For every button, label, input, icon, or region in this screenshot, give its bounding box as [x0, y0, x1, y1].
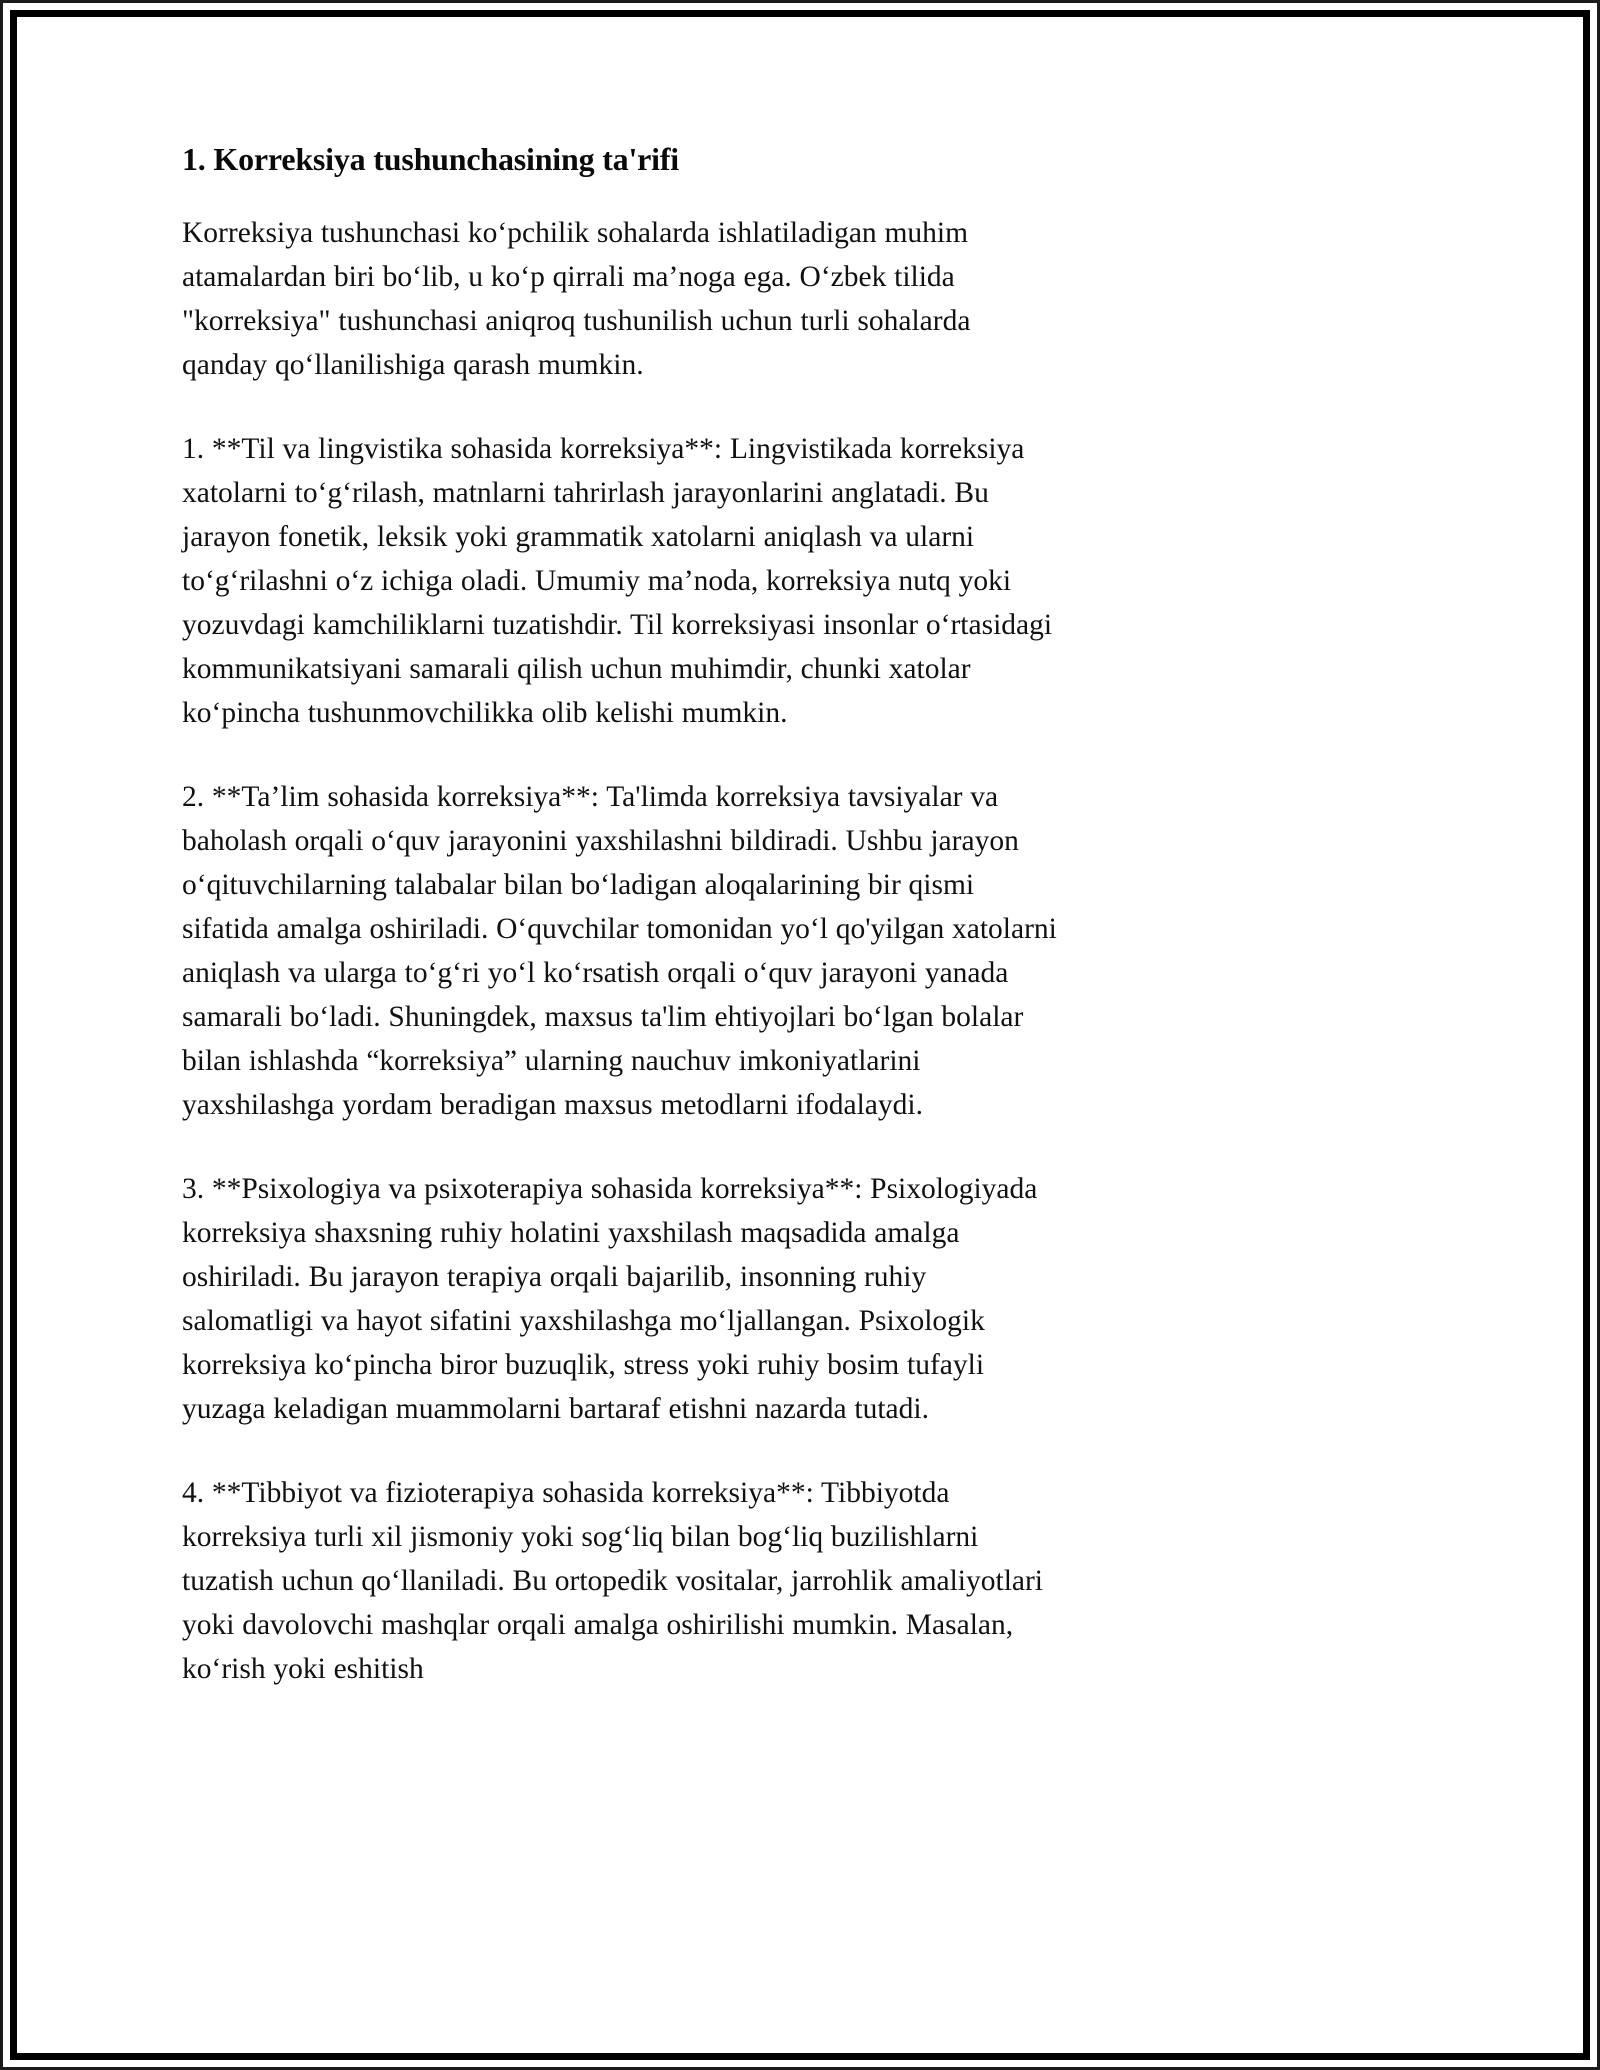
paragraph-intro: Korreksiya tushunchasi ko‘pchilik sohalarda ishlatiladigan muhim atamalardan biri bo‘lib, u ko‘p qirrali ma’noga ega. O‘zbek tilida "korreksiya" tushunchasi aniqroq tushunilish uchun turli sohalarda qanday qo‘llanilishiga qarash mumkin. [182, 216, 971, 381]
document-text-column [182, 139, 1062, 1691]
paragraph-item-1-linguistics: 1. **Til va lingvistika sohasida korreksiya**: Lingvistikada korreksiya xatolarni to‘g‘rilash, matnlarni tahrirlash jarayonlarini anglatadi. Bu jarayon fonetik, leksik yoki grammatik xatolarni aniqlash va ularni to‘g‘rilashni o‘z ichiga oladi. Umumiy ma’noda, korreksiya nutq yoki yozuvdagi kamchiliklarni tuzatishdir. Til korreksiyasi insonlar o‘rtasidagi kommunikatsiyani samarali qilish uchun muhimdir, chunki xatolar ko‘pincha tushunmovchilikka olib kelishi mumkin. [182, 432, 1053, 729]
paragraph-item-4-medicine: 4. **Tibbiyot va fizioterapiya sohasida korreksiya**: Tibbiyotda korreksiya turli xil jismoniy yoki sog‘liq bilan bog‘liq buzilishlarni tuzatish uchun qo‘llaniladi. Bu ortopedik vositalar, jarrohlik amaliyotlari yoki davolovchi mashqlar orqali amalga oshirilishi mumkin. Masalan, ko‘rish yoki eshitish [182, 1476, 1044, 1685]
paragraph-item-3-psychology: 3. **Psixologiya va psixoterapiya sohasida korreksiya**: Psixologiyada korreksiya shaxsning ruhiy holatini yaxshilash maqsadida amalga oshiriladi. Bu jarayon terapiya orqali bajarilib, insonning ruhiy salomatligi va hayot sifatini yaxshilashga mo‘ljallangan. Psixologik korreksiya ko‘pincha biror buzuqlik, stress yoki ruhiy bosim tufayli yuzaga keladigan muammolarni bartaraf etishni nazarda tutadi. [182, 1172, 1038, 1425]
page-title: 1. Korreksiya tushunchasining ta'rifi [182, 141, 679, 177]
page-frame-inner-border [10, 10, 1590, 2060]
page-surface [17, 17, 1583, 2053]
paragraph-item-2-education: 2. **Ta’lim sohasida korreksiya**: Ta'limda korreksiya tavsiyalar va baholash orqali o‘quv jarayonini yaxshilashni bildiradi. Ushbu jarayon o‘qituvchilarning talabalar bilan bo‘ladigan aloqalarining bir qismi sifatida amalga oshiriladi. O‘quvchilar tomonidan yo‘l qo'yilgan xatolarni aniqlash va ularga to‘g‘ri yo‘l ko‘rsatish orqali o‘quv jarayoni yanada samarali bo‘ladi. Shuningdek, maxsus ta'lim ehtiyojlari bo‘lgan bolalar bilan ishlashda “korreksiya” ularning nauchuv imkoniyatlarini yaxshilashga yordam beradigan maxsus metodlarni ifodalaydi. [182, 780, 1057, 1121]
